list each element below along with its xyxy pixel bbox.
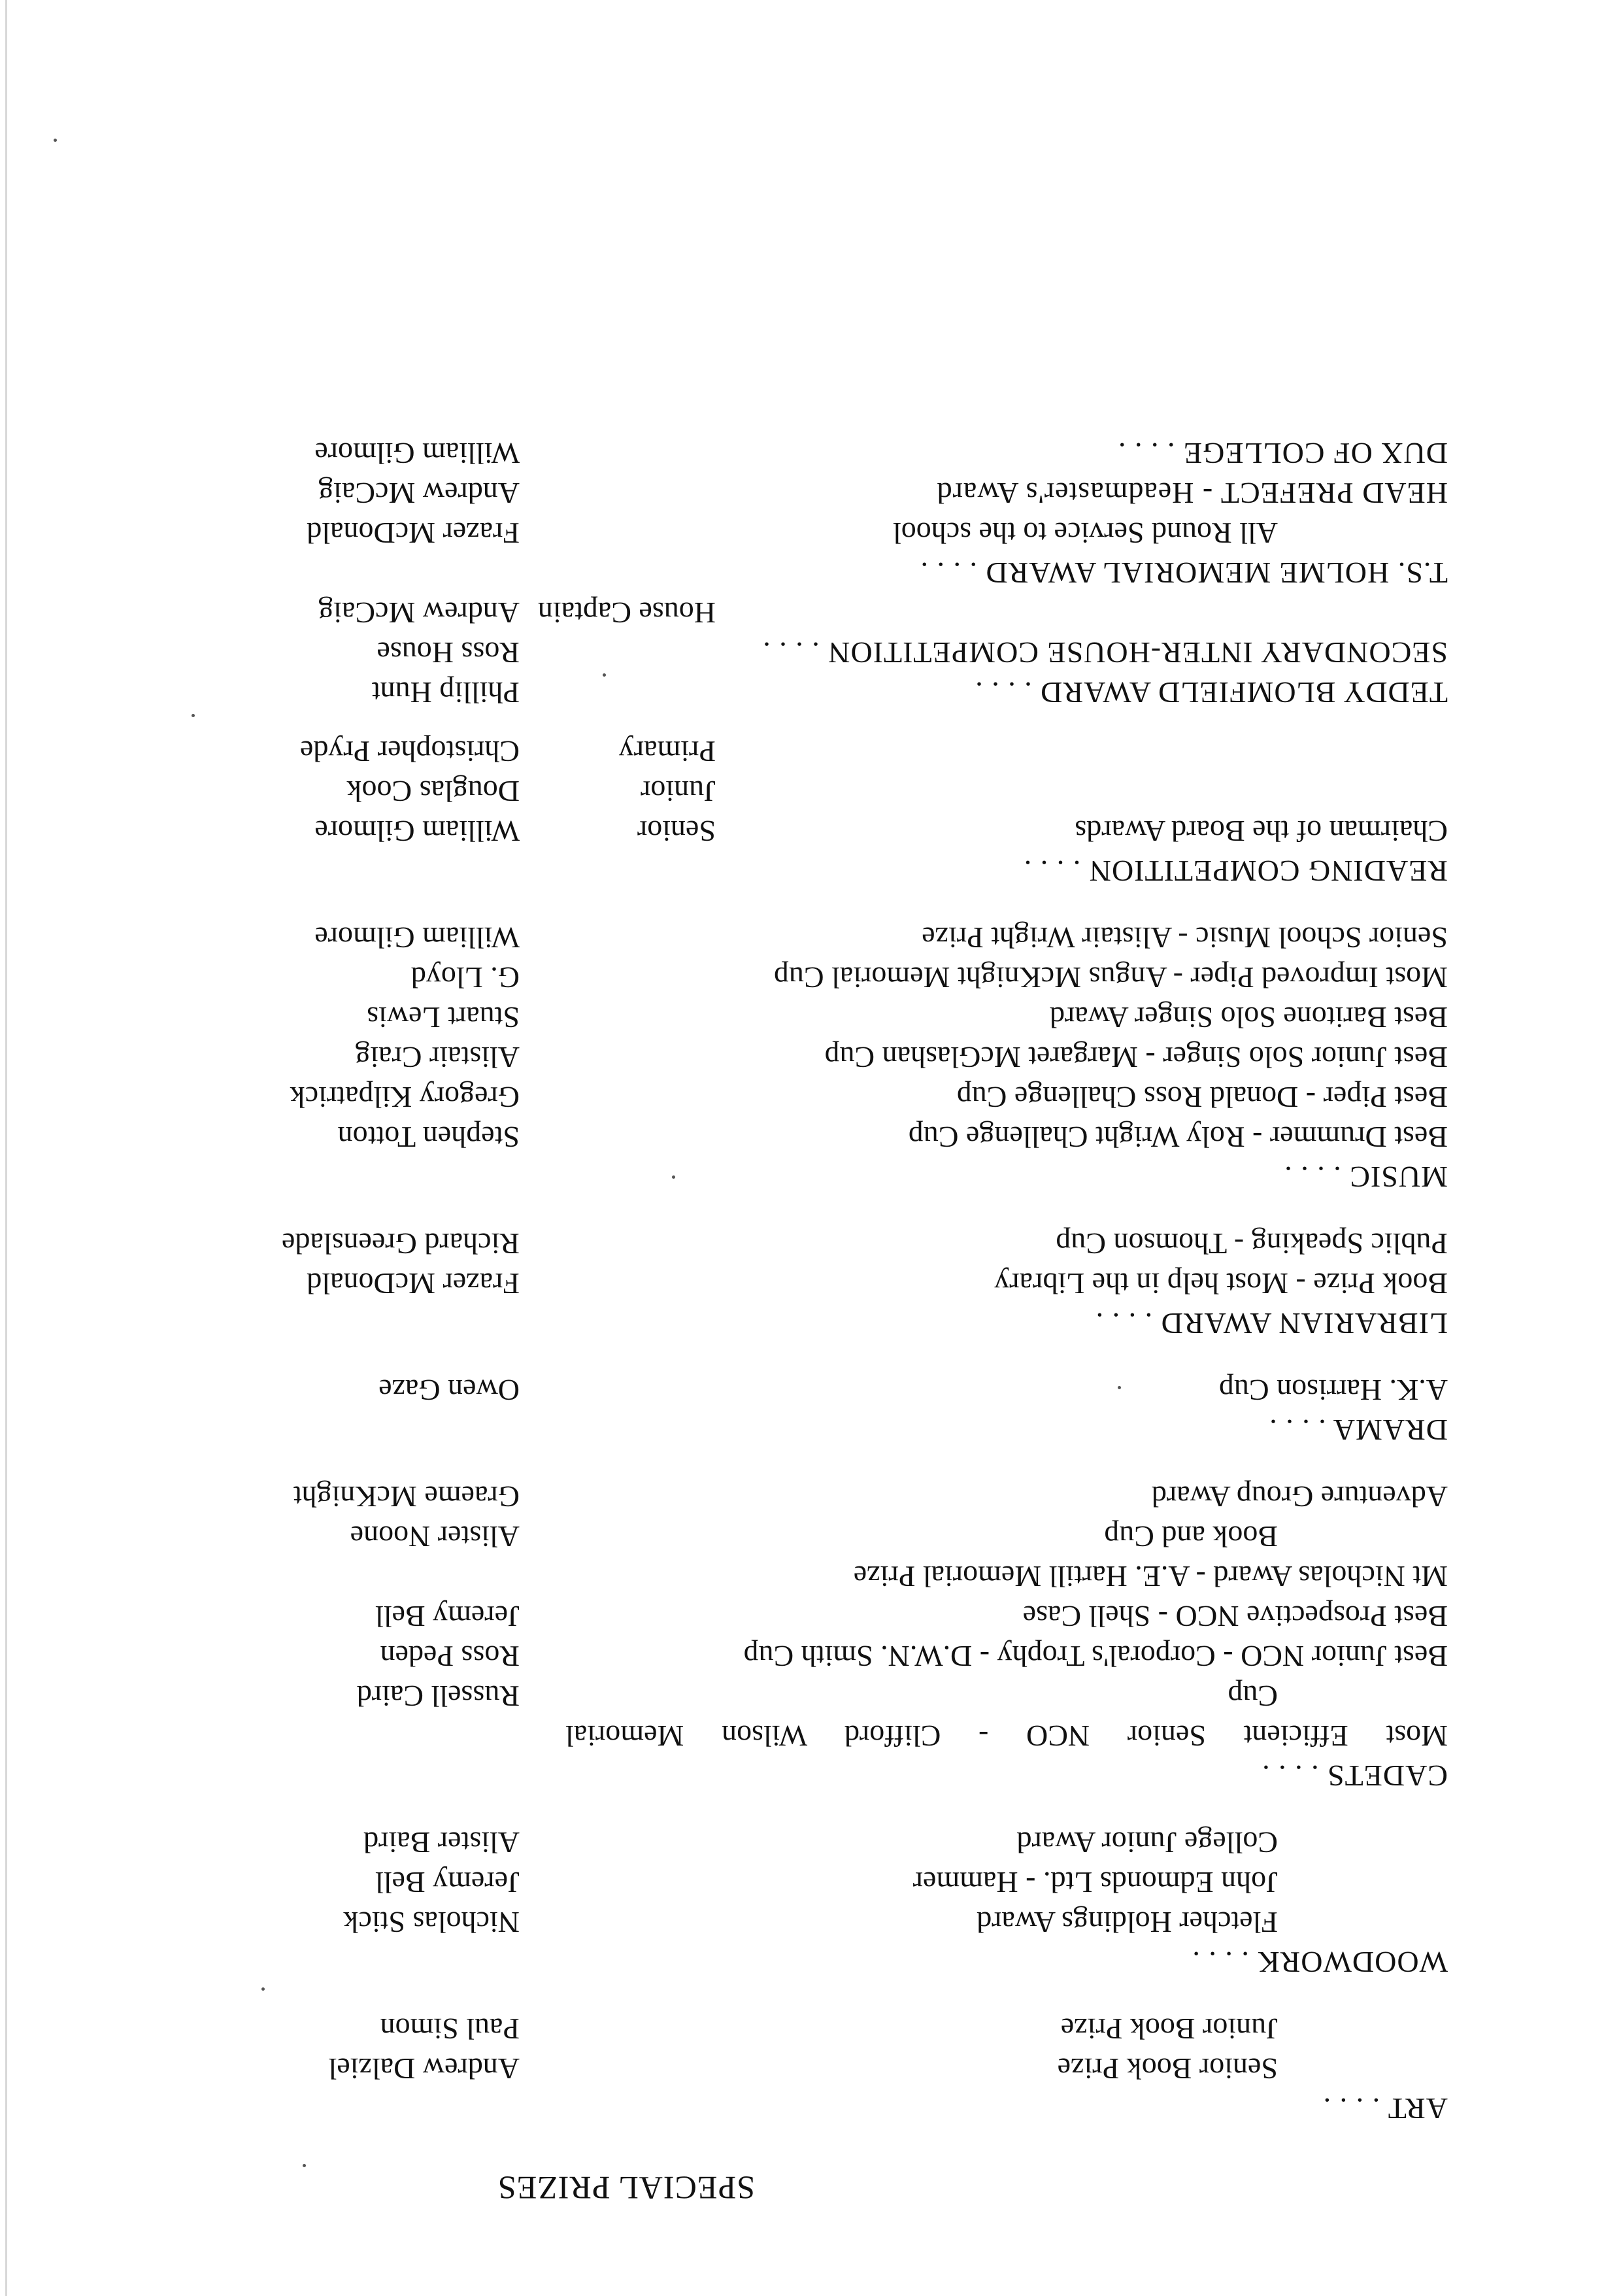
page-title: SPECIAL PRIZES — [497, 2170, 755, 2206]
cadets-book-and-cup-winner: Alister Noone — [350, 1520, 520, 1553]
cadets-most-efficient-winner: Russell Caird — [356, 1680, 520, 1713]
section-heading-interhouse: SECONDARY INTER-HOUSE COMPETITION . . . . — [762, 636, 1448, 669]
interhouse-captain-label: House Captain — [537, 596, 716, 630]
woodwork-prize-2: John Edmonds Ltd. - Hammer — [912, 1866, 1278, 1899]
librarian-winner-2: Richard Greenslade — [281, 1227, 520, 1260]
section-heading-music: MUSIC . . . . — [1284, 1160, 1448, 1194]
drama-winner-1: Owen Gaze — [378, 1374, 520, 1407]
music-prize-1: Best Drummer - Roly Wright Challenge Cup — [908, 1121, 1448, 1154]
section-heading-woodwork: WOODWORK . . . . — [1192, 1946, 1448, 1979]
woodwork-prize-3: College Junior Award — [1016, 1826, 1278, 1859]
section-heading-head-prefect: HEAD PREFECT - Headmaster's Award — [936, 477, 1448, 510]
reading-winner-2: Douglas Cook — [346, 775, 520, 808]
cadets-book-and-cup: Book and Cup — [1104, 1520, 1278, 1553]
music-prize-2: Best Piper - Donald Ross Challenge Cup — [956, 1081, 1448, 1114]
woodwork-winner-1: Nicholas Stick — [343, 1906, 520, 1939]
woodwork-winner-2: Jeremy Bell — [375, 1866, 520, 1899]
interhouse-winner: Ross House — [376, 636, 520, 669]
art-prize-2: Junior Book Prize — [1060, 2012, 1278, 2046]
reading-level-3: Primary — [618, 735, 716, 768]
section-heading-drama: DRAMA . . . . — [1269, 1413, 1448, 1447]
music-winner-3: Alistair Craig — [355, 1041, 520, 1074]
cadets-adventure-group-winner: Graeme McKnight — [293, 1480, 520, 1513]
art-prize-1: Senior Book Prize — [1057, 2052, 1278, 2085]
section-heading-librarian: LIBRARIAN AWARD . . . . — [1095, 1307, 1448, 1340]
section-heading-reading: READING COMPETITION . . . . — [1023, 854, 1448, 888]
music-winner-5: G. Lloyd — [410, 961, 520, 994]
section-heading-cadets: CADETS . . . . — [1262, 1759, 1448, 1793]
section-heading-dux: DUX OF COLLEGE . . . . — [1118, 437, 1448, 470]
reading-level-2: Junior — [641, 775, 716, 808]
reading-level-1: Senior — [637, 815, 716, 848]
cadets-most-efficient-line2: Cup — [1228, 1680, 1278, 1713]
cadets-adventure-group: Adventure Group Award — [1151, 1480, 1448, 1513]
interhouse-captain: Andrew McCaig — [318, 596, 520, 630]
music-prize-4: Best Baritone Solo Singer Award — [1049, 1001, 1448, 1034]
librarian-winner-1: Frazer McDonald — [307, 1267, 520, 1300]
cadets-best-junior-nco: Best Junior NCO - Corporal's Trophy - D.W.N. Smith Cup — [743, 1640, 1448, 1673]
reading-prize: Chairman of the Board Awards — [1075, 815, 1448, 848]
section-heading-art: ART . . . . — [1322, 2092, 1448, 2125]
cadets-best-junior-nco-winner: Ross Peden — [380, 1640, 520, 1673]
head-prefect-winner: Andrew McCaig — [318, 477, 520, 510]
woodwork-prize-1: Fletcher Holdings Award — [977, 1906, 1278, 1939]
cadets-most-efficient-line1: Most Efficient Senior NCO - Clifford Wilson Memorial — [565, 1719, 1448, 1753]
music-winner-6: William Gilmore — [314, 921, 520, 954]
librarian-prize-2: Public Speaking - Thomson Cup — [1056, 1227, 1448, 1260]
section-heading-holme: T.S. HOLME MEMORIAL AWARD . . . . — [920, 556, 1448, 590]
reading-winner-3: Christopher Pryde — [299, 735, 520, 768]
section-heading-teddy: TEDDY BLOMFIELD AWARD . . . . — [975, 676, 1448, 709]
cadets-mt-nicholas: Mt Nicholas Award - A.E. Hartill Memorial Prize — [853, 1560, 1448, 1593]
music-prize-6: Senior School Music - Alistair Wright Prize — [922, 921, 1448, 954]
music-winner-1: Stephen Totton — [337, 1121, 520, 1154]
music-winner-4: Stuart Lewis — [367, 1001, 520, 1034]
reading-winner-1: William Gilmore — [314, 815, 520, 848]
teddy-winner: Phillip Hunt — [371, 676, 520, 709]
drama-prize-1: A.K. Harrison Cup — [1218, 1374, 1448, 1407]
art-winner-1: Andrew Dalziel — [328, 2052, 520, 2085]
holme-prize: All Round Service to the school — [893, 516, 1278, 550]
holme-winner: Frazer McDonald — [307, 516, 520, 550]
dux-winner: William Gilmore — [314, 437, 520, 470]
music-prize-3: Best Junior Solo Singer - Margaret McGlashan Cup — [824, 1041, 1448, 1074]
music-prize-5: Most Improved Piper - Angus McKnight Memorial Cup — [773, 961, 1448, 994]
cadets-best-prospective-nco-winner: Jeremy Bell — [375, 1600, 520, 1633]
woodwork-winner-3: Alister Baird — [363, 1826, 520, 1859]
art-winner-2: Paul Simon — [380, 2012, 520, 2046]
librarian-prize-1: Book Prize - Most help in the Library — [994, 1267, 1448, 1300]
cadets-best-prospective-nco: Best Prospective NCO - Shell Case — [1022, 1600, 1448, 1633]
music-winner-2: Gregory Kilpatrick — [290, 1081, 520, 1114]
